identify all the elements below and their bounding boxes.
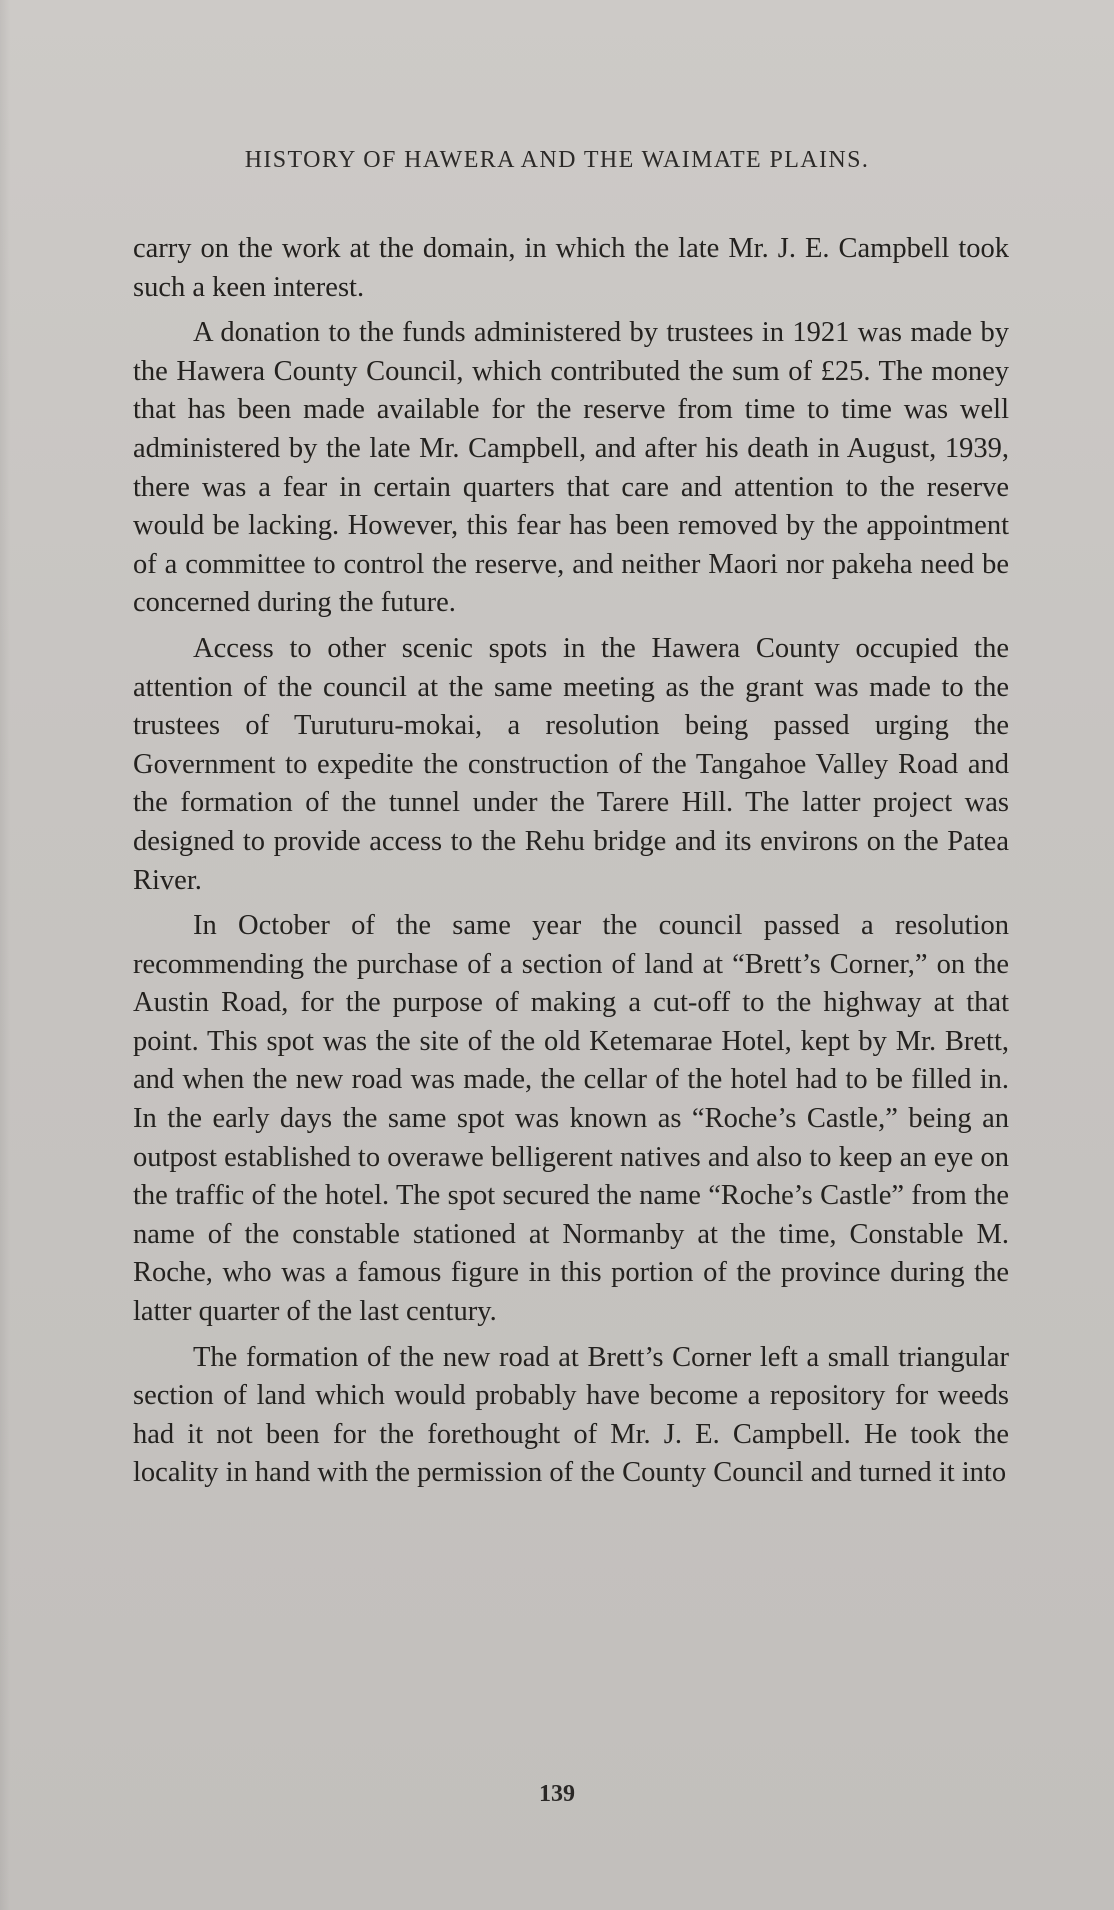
page-number: 139: [539, 1781, 575, 1807]
running-head: HISTORY OF HAWERA AND THE WAIMATE PLAINS.: [244, 147, 870, 173]
body-text: [133, 230, 1009, 1500]
paragraph-new-road: The formation of the new road at Brett’s Corner left a small triangular section of land which would probably have become a repository for weeds had it not been for the forethought of Mr. J. E. Campbell. He took the locality in hand with the permission of the County Council and turned it into: [133, 1341, 1009, 1489]
paragraph-donation: A donation to the funds administered by trustees in 1921 was made by the Hawera County Council, which contributed the sum of £25. The money that has been made available for the reserve from time to time was well administered by the late Mr. Campbell, and after his death in August, 1939, there was a fear in certain quarters that care and attention to the reserve would be lacking. However, this fear has been removed by the appointment of a committee to control the reserve, and neither Maori nor pakeha need be concerned during the future.: [133, 317, 1009, 619]
paragraph-continued: carry on the work at the domain, in which the late Mr. J. E. Campbell took such a keen interest.: [133, 233, 1009, 303]
paragraph-bretts-corner: In October of the same year the council passed a resolution recommending the purchase of a section of land at “Brett’s Corner,” on the Austin Road, for the purpose of making a cut-off to the highway at that point. This spot was the site of the old Ketemarae Hotel, kept by Mr. Brett, and when the new road was made, the cellar of the hotel had to be filled in. In the early days the same spot was known as “Roche’s Castle,” being an outpost established to overawe belligerent natives and also to keep an eye on the traffic of the hotel. The spot secured the name “Roche’s Castle” from the name of the constable stationed at Normanby at the time, Constable M. Roche, who was a famous figure in this portion of the province during the latter quarter of the last century.: [133, 910, 1009, 1328]
paragraph-scenic-access: Access to other scenic spots in the Hawera County occupied the attention of the council at the same meeting as the grant was made to the trustees of Turuturu-mokai, a resolution being passed urging the Government to expedite the construction of the Tangahoe Valley Road and the formation of the tunnel under the Tarere Hill. The latter project was designed to provide access to the Rehu bridge and its environs on the Patea River.: [133, 632, 1009, 896]
